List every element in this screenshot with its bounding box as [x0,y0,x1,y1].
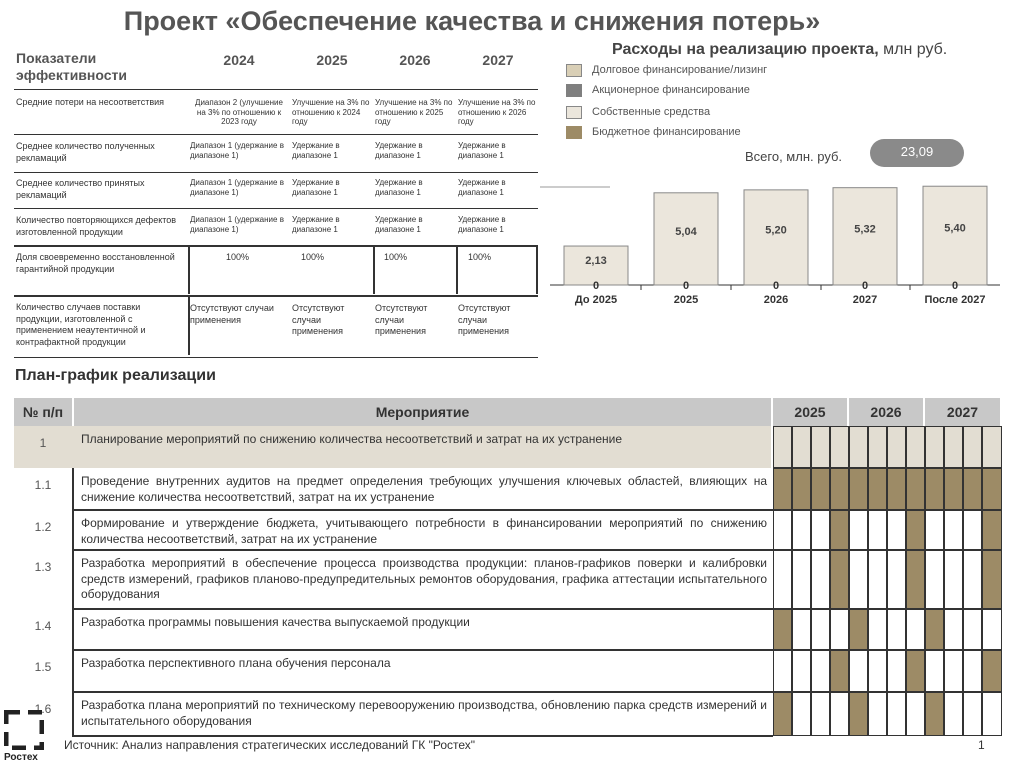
expense-chart [540,170,1000,310]
kpi-cell: 100% [384,252,408,262]
chart-category-label: 2025 [673,294,699,306]
gantt-cell [925,510,944,550]
gantt-cell [906,510,925,550]
chart-value-label: 5,40 [944,222,966,235]
gantt-cell [792,692,811,736]
kpi-cell: Улучшение на 3% по отношению к 2026 году [458,98,536,126]
kpi-divider [536,247,538,294]
gantt-cell [830,550,849,609]
kpi-cell: Удержание в диапазоне 1 [292,215,340,234]
legend-label: Собственные средства [592,106,711,118]
row-event-text: Проведение внутренних аудитов на предмет определения требующих улучшения ключевых областей, влияющих на снижение количества несоответствий, затрат на их устранение [81,474,767,504]
kpi-cell: Диапазон 2 (улучшение на 3% по отношению к 2023 году [195,98,283,126]
page-number: 1 [978,738,985,752]
kpi-cell: Отсутствуют случаи применения [292,303,345,336]
logo-text: Ростех [4,752,38,763]
gantt-cell [944,426,963,468]
kpi-cell: Диапазон 1 (удержание в диапазоне 1) [190,178,284,197]
gantt-cell [982,468,1002,510]
kpi-divider [373,247,375,294]
gantt-cell [963,550,982,609]
row-divider [72,509,773,511]
gantt-cell [887,510,906,550]
legend-label: Акционерное финансирование [592,84,750,96]
gantt-cell [830,426,849,468]
kpi-row-label: Среднее количество полученных рекламаций [16,141,155,163]
kpi-row-label: Доля своевременно восстановленной гарантийной продукции [16,252,175,274]
gantt-cell [887,468,906,510]
gantt-cell [982,426,1002,468]
page-title: Проект «Обеспечение качества и снижения потерь» [123,6,821,36]
kpi-cell: Отсутствуют случаи применения [190,303,274,325]
gantt-cell [868,609,887,650]
row-number: 1.5 [34,660,52,674]
row-event-text: Планирование мероприятий по снижению количества несоответствий и затрат на их устранение [81,432,623,446]
gantt-cell [792,510,811,550]
row-divider [72,468,74,510]
kpi-cell: Удержание в диапазоне 1 [458,178,506,197]
gantt-cell [868,550,887,609]
kpi-row-label: Количество случаев поставки продукции, изготовленной с применением неаутентичной и контрафактной продукции [16,302,146,347]
gantt-cell [925,426,944,468]
kpi-cell: Удержание в диапазоне 1 [292,141,340,160]
chart-title-main: Расходы на реализацию проекта, [612,41,879,58]
gantt-cell [944,468,963,510]
kpi-row [14,245,538,297]
gantt-cell [982,550,1002,609]
gantt-cell [792,609,811,650]
gantt-cell [849,550,868,609]
kpi-divider [188,297,190,355]
row-divider [72,650,74,692]
gantt-cell [830,692,849,736]
legend-label: Бюджетное финансирование [592,126,741,138]
rostec-logo-icon [4,710,44,750]
chart-zero-label: 0 [682,280,690,292]
gantt-cell [811,550,830,609]
row-divider [72,549,773,551]
chart-value-label: 5,32 [854,223,876,236]
kpi-cell: Улучшение на 3% по отношению к 2024 году [292,98,370,126]
row-number: 1.6 [34,702,52,716]
kpi-cell: Улучшение на 3% по отношению к 2025 году [375,98,453,126]
row-event-text: Разработка плана мероприятий по техническому перевооружению производства, обновлению парка средств измерений и испытательного оборудования [81,698,767,728]
row-divider [72,692,74,736]
gantt-cell [792,468,811,510]
row-divider [72,735,773,737]
gantt-cell [830,650,849,692]
gantt-cell [963,692,982,736]
gantt-cell [944,692,963,736]
chart-category-label: До 2025 [574,294,618,306]
kpi-cell: Удержание в диапазоне 1 [375,215,423,234]
chart-bar [833,188,897,285]
gantt-cell [925,692,944,736]
gantt-cell [830,609,849,650]
gantt-cell [887,426,906,468]
row-divider [72,550,74,609]
row-divider [72,608,773,610]
kpi-row-label: Средние потери на несоответствия [16,97,165,107]
kpi-divider [188,247,190,294]
row-divider [72,691,773,693]
kpi-cell: Диапазон 1 (удержание в диапазоне 1) [190,141,284,160]
gantt-cell [944,650,963,692]
gantt-cell [849,510,868,550]
gantt-cell [944,550,963,609]
chart-title-unit: млн руб. [883,41,948,58]
gantt-cell [811,692,830,736]
kpi-divider [456,247,458,294]
gantt-cell [849,468,868,510]
total-label: Всего, млн. руб. [745,149,843,164]
gantt-cell [773,650,792,692]
kpi-row [14,172,538,209]
col-header-num: № п/п [14,398,72,426]
source-note: Источник: Анализ направления стратегических исследований ГК "Ростех" [64,738,476,752]
chart-bar [654,193,718,285]
kpi-cell: Удержание в диапазоне 1 [375,141,423,160]
legend-swatch [566,84,582,97]
gantt-cell [925,609,944,650]
kpi-year-2026: 2026 [399,52,431,68]
chart-bar [744,190,808,285]
kpi-row-label: Среднее количество принятых рекламаций [16,178,145,200]
gantt-cell [849,426,868,468]
kpi-cell: Удержание в диапазоне 1 [375,178,423,197]
gantt-cell [773,468,792,510]
gantt-cell [906,650,925,692]
row-divider [72,510,74,550]
legend-swatch [566,64,582,77]
gantt-cell [868,692,887,736]
gantt-cell [773,609,792,650]
chart-zero-label: 0 [592,280,600,292]
kpi-year-2024: 2024 [223,52,255,68]
col-header-year: 2025 [773,398,847,426]
gantt-cell [811,468,830,510]
gantt-cell [944,510,963,550]
gantt-cell [773,550,792,609]
gantt-cell [792,426,811,468]
gantt-cell [906,692,925,736]
gantt-cell [887,609,906,650]
gantt-cell [887,550,906,609]
gantt-cell [830,468,849,510]
gantt-cell [906,550,925,609]
row-event-text: Формирование и утверждение бюджета, учитывающего потребности в финансировании мероприятий по снижению количества несоответствий, затрат на их устранение [81,516,767,546]
row-event-text: Разработка перспективного плана обучения персонала [81,656,391,670]
col-header-year: 2027 [925,398,1000,426]
chart-bar [923,186,987,285]
kpi-cell: 100% [468,252,492,262]
schedule-table [14,398,1004,738]
gantt-cell [963,510,982,550]
gantt-cell [830,510,849,550]
row-number: 1 [39,436,47,450]
gantt-cell [811,426,830,468]
gantt-cell [982,650,1002,692]
chart-zero-label: 0 [772,280,780,292]
kpi-cell: Отсутствуют случаи применения [458,303,511,336]
kpi-table [14,48,540,358]
chart-value-label: 5,20 [765,224,787,237]
gantt-cell [963,609,982,650]
gantt-cell [868,426,887,468]
kpi-year-2025: 2025 [316,52,348,68]
kpi-cell: Удержание в диапазоне 1 [292,178,340,197]
gantt-cell [925,650,944,692]
gantt-cell [963,468,982,510]
gantt-cell [887,650,906,692]
kpi-cell: 100% [226,252,250,262]
chart-value-label: 2,13 [585,254,607,267]
col-header-year: 2026 [849,398,923,426]
gantt-cell [944,609,963,650]
kpi-row-label: Количество повторяющихся дефектов изготовленной продукции [16,215,177,237]
col-header-event: Мероприятие [74,398,771,426]
gantt-cell [773,510,792,550]
chart-zero-label: 0 [951,280,959,292]
gantt-cell [792,550,811,609]
kpi-row [14,208,538,246]
row-number: 1.4 [34,619,52,633]
gantt-cell [773,426,792,468]
total-badge: 23,09 [870,139,964,167]
gantt-cell [868,650,887,692]
plan-title: План-график реализации [15,367,216,384]
legend-swatch [566,106,582,119]
gantt-cell [906,426,925,468]
kpi-cell: 100% [301,252,325,262]
gantt-cell [773,692,792,736]
gantt-cell [792,650,811,692]
gantt-cell [925,468,944,510]
row-number: 1.2 [34,520,52,534]
gantt-cell [925,550,944,609]
row-number: 1.1 [34,478,52,492]
chart-value-label: 5,04 [675,226,697,239]
chart-category-label: 2026 [763,294,789,306]
gantt-cell [963,650,982,692]
kpi-cell: Удержание в диапазоне 1 [458,141,506,160]
gantt-cell [868,468,887,510]
gantt-cell [963,426,982,468]
gantt-cell [887,692,906,736]
kpi-cell: Отсутствуют случаи применения [375,303,428,336]
kpi-row [14,295,538,358]
kpi-row [14,134,538,173]
gantt-cell [811,510,830,550]
row-number: 1.3 [34,560,52,574]
gantt-cell [868,510,887,550]
legend-swatch [566,126,582,139]
row-event-text: Разработка программы повышения качества выпускаемой продукции [81,615,470,629]
row-divider [72,609,74,650]
chart-zero-label: 0 [861,280,869,292]
chart-title [612,41,947,59]
kpi-cell: Диапазон 1 (удержание в диапазоне 1) [190,215,284,234]
gantt-cell [811,609,830,650]
chart-category-label: После 2027 [924,294,986,306]
kpi-row [14,89,538,135]
gantt-cell [849,609,868,650]
legend-label: Долговое финансирование/лизинг [592,64,768,76]
row-event-text: Разработка мероприятий в обеспечение процесса производства продукции: планов-графиков поверки и калибровки средств измерений, графиков планово-предупредительных ремонтов оборудования, графика аттестации испытательного оборудования [81,556,767,601]
gantt-cell [849,692,868,736]
chart-category-label: 2027 [852,294,878,306]
gantt-cell [982,609,1002,650]
gantt-cell [849,650,868,692]
kpi-cell: Удержание в диапазоне 1 [458,215,506,234]
gantt-cell [982,510,1002,550]
kpi-header-label: Показатели эффективности [16,50,127,83]
gantt-cell [811,650,830,692]
row-divider [72,649,773,651]
gantt-cell [982,692,1002,736]
kpi-year-2027: 2027 [482,52,514,68]
gantt-cell [906,609,925,650]
gantt-cell [906,468,925,510]
